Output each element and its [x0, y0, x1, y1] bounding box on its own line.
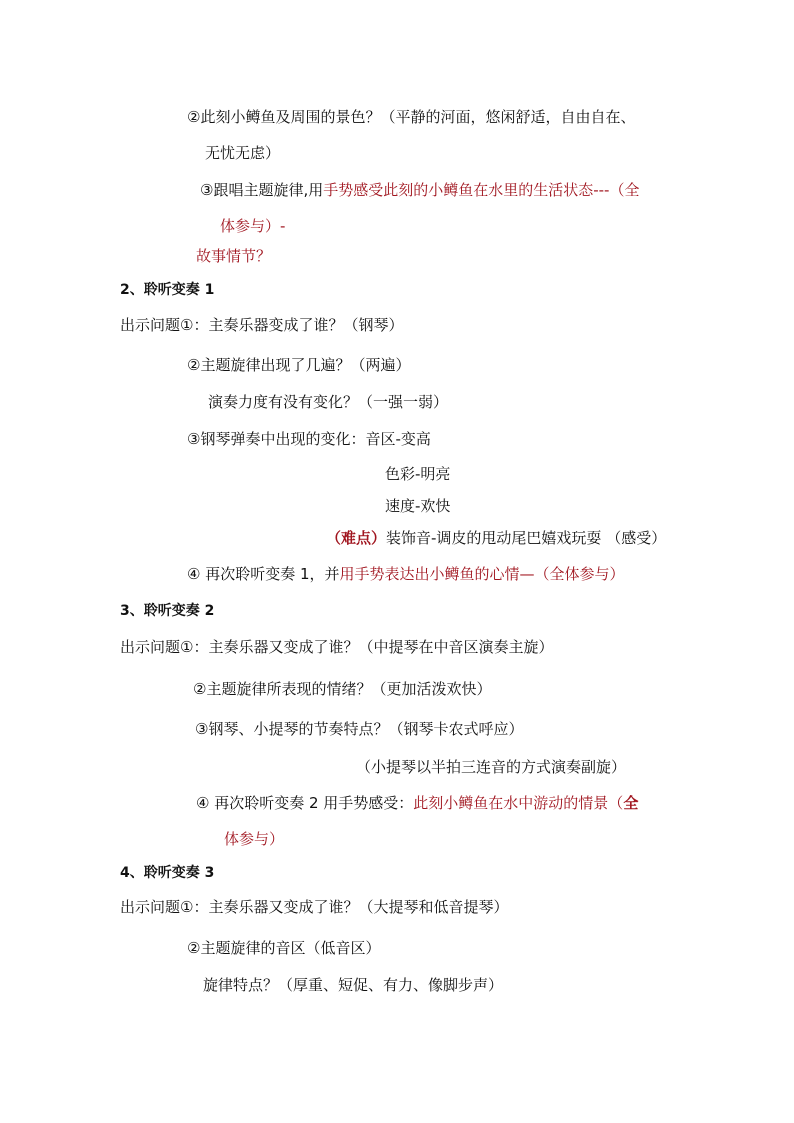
section-2-difficulty-line	[326, 528, 666, 548]
section-2-question-3c: 速度-欢快	[385, 497, 451, 515]
question-3-sing-along	[200, 180, 639, 200]
section-2-question-4	[187, 564, 625, 584]
question-2-scenery-cont: 无忧无虑）	[205, 144, 281, 162]
section-3-question-4-bold: 全	[623, 794, 639, 812]
section-3-heading: 3、聆听变奏 2	[120, 603, 215, 619]
section-2-question-2b: 演奏力度有没有变化？（一强一弱）	[208, 393, 449, 411]
section-4-question-2b: 旋律特点？（厚重、短促、有力、像脚步声）	[203, 976, 504, 994]
section-2-question-1: 出示问题①：主奏乐器变成了谁？（钢琴）	[120, 316, 404, 334]
section-3-question-4-prefix: ④ 再次聆听变奏 2 用手势感受：	[196, 794, 414, 812]
section-2-question-2: ②主题旋律出现了几遍？（两遍）	[187, 356, 411, 374]
section-2-heading: 2、聆听变奏 1	[120, 282, 215, 298]
section-3-question-4	[196, 793, 638, 813]
section-3-question-4-red: 此刻小鳟鱼在水中游动的情景（	[413, 794, 624, 812]
question-2-scenery: ②此刻小鳟鱼及周围的景色？（平静的河面，悠闲舒适，自由自在、	[187, 108, 636, 126]
difficulty-label: （难点）	[326, 529, 387, 547]
section-3-question-3: ③钢琴、小提琴的节奏特点？（钢琴卡农式呼应）	[195, 720, 524, 738]
section-2-question-4-red: 用手势表达出小鳟鱼的心情—（全体参与）	[339, 565, 625, 583]
section-3-question-4-cont: 体参与）	[224, 830, 285, 848]
section-4-question-1: 出示问题①：主奏乐器又变成了谁？（大提琴和低音提琴）	[120, 898, 509, 916]
question-3-red-text: 手势感受此刻的小鳟鱼在水里的生活状态---（全	[323, 181, 640, 199]
section-2-question-4-prefix: ④ 再次聆听变奏 1，并	[187, 565, 340, 583]
difficulty-text: 装饰音-调皮的甩动尾巴嬉戏玩耍 （感受）	[386, 529, 667, 547]
section-2-question-3b: 色彩-明亮	[385, 465, 451, 483]
question-3-red-text-cont: 体参与）-	[220, 217, 286, 235]
section-2-question-3: ③钢琴弹奏中出现的变化：音区-变高	[187, 430, 431, 448]
story-plot: 故事情节？	[196, 247, 272, 265]
question-3-prefix: ③跟唱主题旋律,用	[200, 181, 324, 199]
section-3-question-1: 出示问题①：主奏乐器又变成了谁？（中提琴在中音区演奏主旋）	[120, 638, 554, 656]
section-4-question-2: ②主题旋律的音区（低音区）	[187, 939, 381, 957]
section-3-question-2: ②主题旋律所表现的情绪？（更加活泼欢快）	[193, 680, 492, 698]
section-4-heading: 4、聆听变奏 3	[120, 865, 215, 881]
section-3-question-3b: （小提琴以半拍三连音的方式演奏副旋）	[356, 758, 627, 776]
